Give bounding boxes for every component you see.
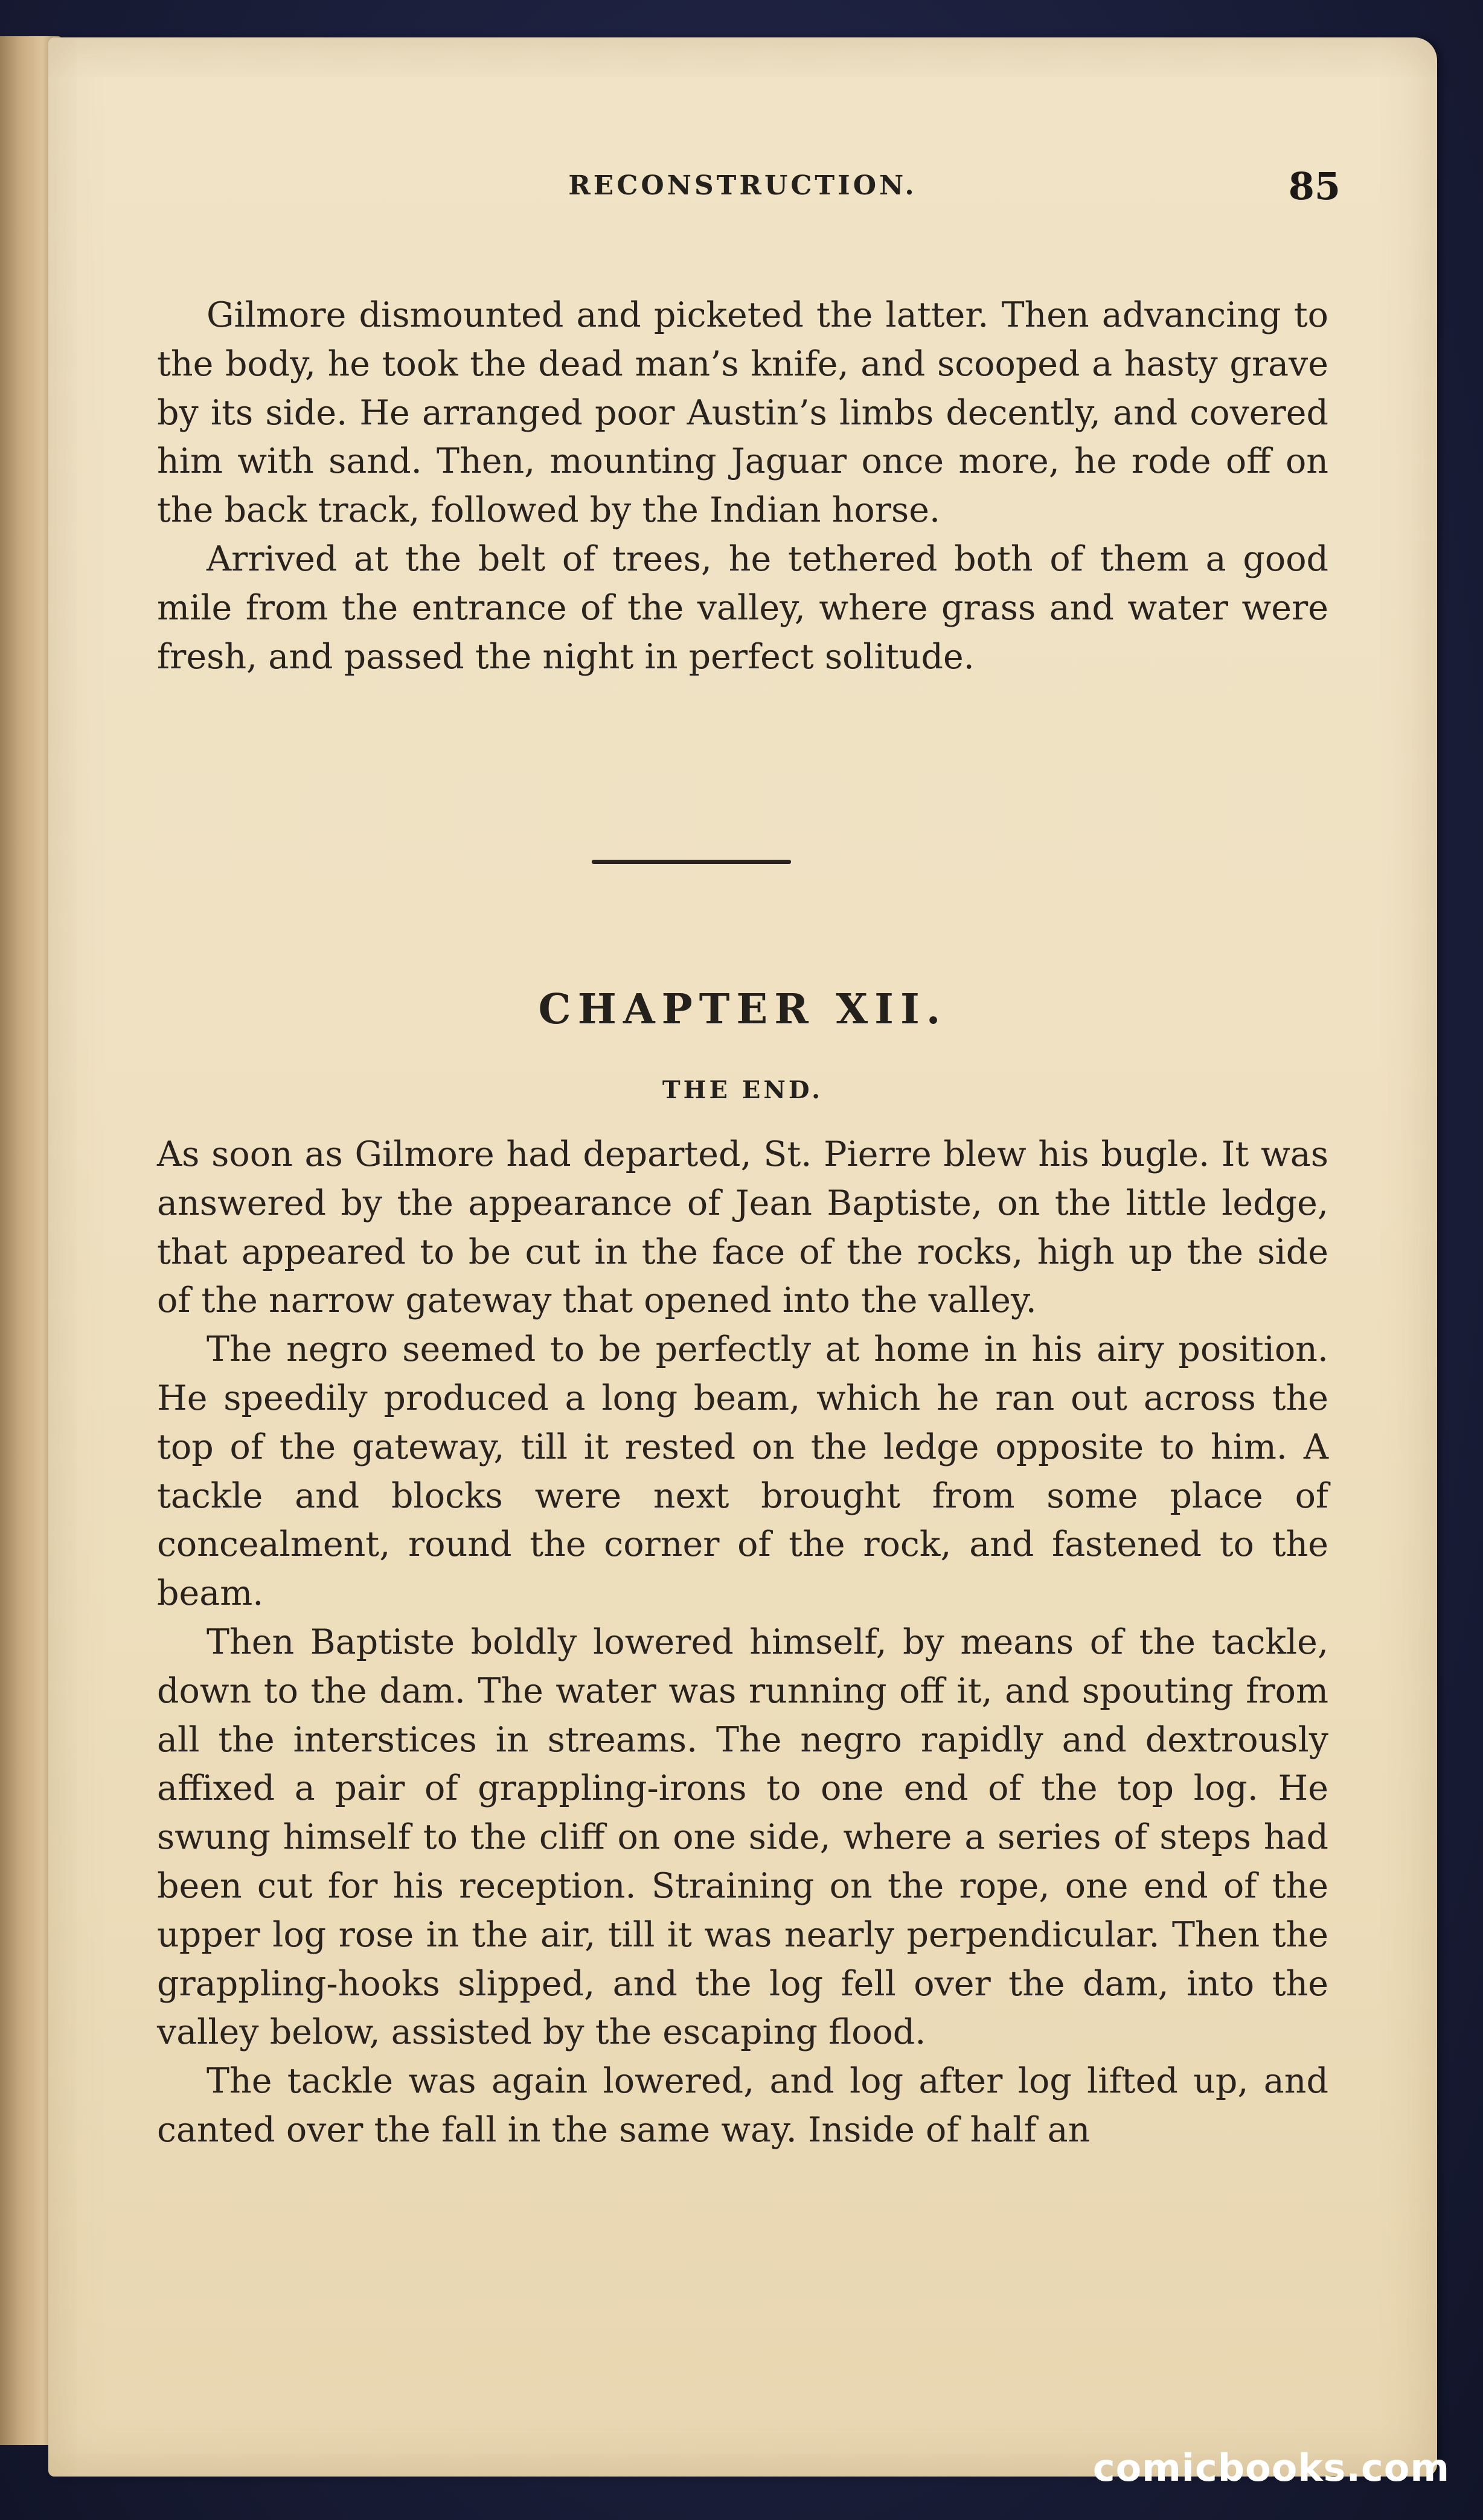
paragraph: Arrived at the belt of trees, he tethered both of them a good mile from the entrance of the valley, where grass and water were fresh, and passed the night in perfect solitude.: [157, 539, 1328, 677]
paragraph: Then Baptiste boldly lowered himself, by means of the tackle, down to the dam. The water was running off it, and spouting from all the interstices in streams. The negro rapidly and dextrously affixed a pair of grappling-irons to one end of the top log. He swung himself to the cliff on one side, where a series of steps had been cut for his reception. Straining on the rope, one end of the upper log rose in the air, till it was nearly perpendicular. Then the grappling-hooks slipped, and the log fell over the dam, into the valley below, assisted by the escaping flood.: [157, 1622, 1328, 2053]
running-title: RECONSTRUCTION.: [568, 170, 917, 201]
paragraph: As soon as Gilmore had departed, St. Pierre blew his bugle. It was answered by the appearance of Jean Baptiste, on the little ledge, that appeared to be cut in the face of the rocks, high up the side of the narrow gateway that opened into the valley.: [157, 1134, 1328, 1321]
paragraph: The tackle was again lowered, and log after log lifted up, and canted over the fall in the same way. Inside of half an: [157, 2061, 1328, 2150]
text-block-top: [157, 291, 1328, 681]
chapter-title: CHAPTER XII.: [538, 985, 947, 1034]
book-page: [48, 37, 1437, 2477]
section-divider: [592, 860, 791, 864]
paragraph: Gilmore dismounted and picketed the latter. Then advancing to the body, he took the dead man’s knife, and scooped a hasty grave by its side. He arranged poor Austin’s limbs decently, and covered him with sand. Then, mounting Jaguar once more, he rode off on the back track, followed by the Indian horse.: [157, 295, 1328, 531]
running-head: [48, 164, 1437, 213]
watermark: comicbooks.com: [1092, 2446, 1450, 2490]
chapter-subtitle: THE END.: [662, 1076, 824, 1104]
page-number: 85: [1288, 164, 1340, 208]
paragraph: The negro seemed to be perfectly at home in his airy position. He speedily produced a long beam, which he ran out across the top of the gateway, till it rested on the ledge opposite to him. A tackle and blocks were next brought from some place of concealment, round the corner of the rock, and fastened to the beam.: [157, 1329, 1328, 1614]
text-block-bottom: [157, 1130, 1328, 2155]
